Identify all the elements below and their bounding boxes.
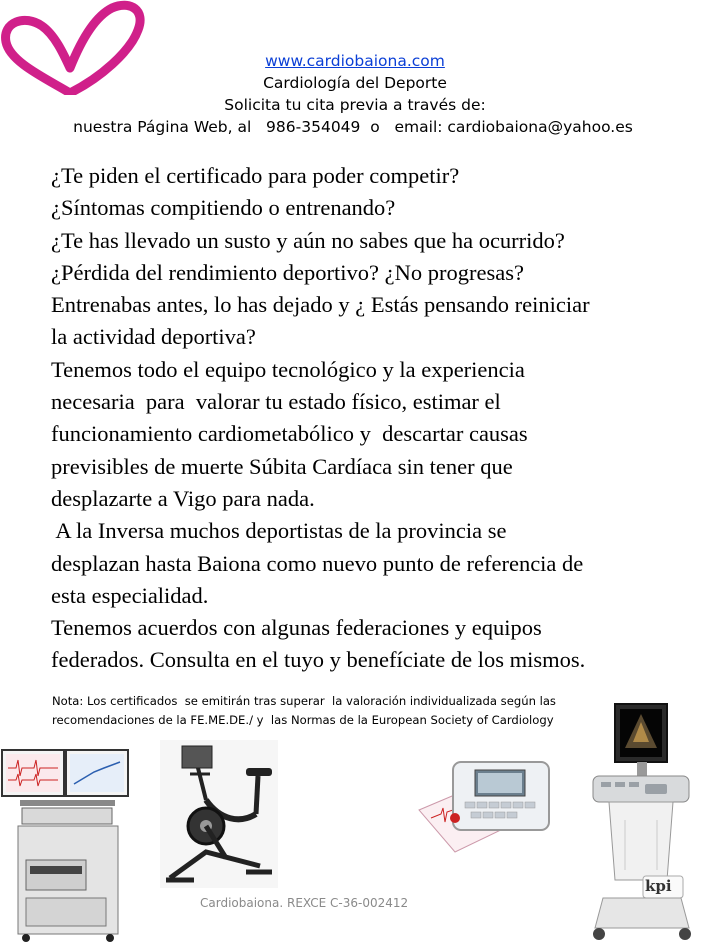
header [0,50,710,138]
body-text [51,160,701,677]
body-line: la actividad deportiva? [51,324,256,350]
registration-footer: Cardiobaiona. REXCE C-36-002412 [200,896,409,910]
contact-line: nuestra Página Web, al 986-354049 o email: cardiobaiona@yahoo.es [73,118,633,136]
body-line: Tenemos todo el equipo tecnológico y la experiencia [51,356,525,382]
body-line: ¿Pérdida del rendimiento deportivo? ¿No progresas? [51,259,524,285]
specialty-title: Cardiología del Deporte [263,74,447,92]
body-line: ¿Síntomas compitiendo o entrenando? [51,195,396,221]
note-line: recomendaciones de la FE.ME.DE./ y las Normas de la European Society of Cardiology [52,713,554,727]
ergometry-workstation-image [0,748,135,943]
body-line: Entrenabas antes, lo has dejado y ¿ Estás pensando reiniciar [51,292,590,318]
website-link[interactable]: www.cardiobaiona.com [265,52,445,70]
body-line: desplazarte a Vigo para nada. [51,485,315,511]
body-line: necesaria para valorar tu estado físico, estimar el [51,389,501,415]
body-line: federados. Consulta en el tuyo y benefíciate de los mismos. [51,647,586,673]
ultrasound-machine-image [575,700,705,942]
body-line: funcionamiento cardiometabólico y descartar causas [51,421,528,447]
body-line: desplazan hasta Baiona como nuevo punto de referencia de [51,550,584,576]
certificate-note [52,692,652,730]
appointment-prompt: Solicita tu cita previa a través de: [224,96,486,114]
body-line: ¿Te has llevado un susto y aún no sabes que ha ocurrido? [51,227,565,253]
body-line: A la Inversa muchos deportistas de la provincia se [51,518,507,544]
body-line: previsibles de muerte Súbita Cardíaca sin tener que [51,453,513,479]
ultrasound-brand-label: kpi [645,877,672,895]
ecg-machine-image [415,758,555,856]
note-line: Nota: Los certificados se emitirán tras superar la valoración individualizada según las [52,694,556,708]
body-line: Tenemos acuerdos con algunas federaciones y equipos [51,615,542,641]
body-line: esta especialidad. [51,582,209,608]
body-line: ¿Te piden el certificado para poder competir? [51,163,460,188]
exercise-bike-image [160,740,278,888]
